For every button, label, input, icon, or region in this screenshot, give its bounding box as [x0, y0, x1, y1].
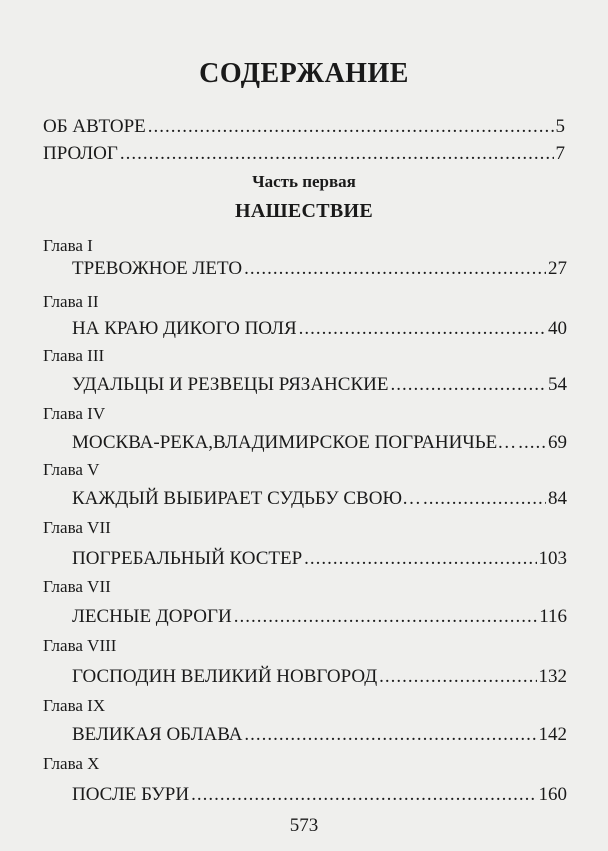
toc-entry-label: ОБ АВТОРЕ [43, 116, 146, 137]
chapter-heading: Глава II [43, 292, 99, 311]
toc-entry-chapter [72, 374, 567, 396]
dot-leader [120, 143, 554, 165]
chapter-heading: Глава III [43, 346, 105, 365]
dot-leader [191, 784, 536, 806]
toc-entry-label: НА КРАЮ ДИКОГО ПОЛЯ [72, 318, 297, 339]
toc-entry-label: КАЖДЫЙ ВЫБИРАЕТ СУДЬБУ СВОЮ… [72, 488, 421, 509]
dot-leader [299, 318, 546, 340]
toc-entry-page: 40 [548, 318, 567, 339]
toc-entry-chapter [72, 258, 567, 280]
chapter-heading: Глава IV [43, 404, 106, 423]
part-label: Часть первая [252, 172, 356, 191]
toc-entry-label: МОСКВА-РЕКА,ВЛАДИМИРСКОЕ ПОГРАНИЧЬЕ… [72, 432, 517, 453]
toc-entry-label: ПОГРЕБАЛЬНЫЙ КОСТЕР [72, 548, 303, 569]
toc-entry-page: 116 [539, 606, 567, 627]
toc-entry-chapter [72, 666, 567, 688]
chapter-heading: Глава VII [43, 518, 111, 537]
dot-leader [379, 666, 536, 688]
toc-entry-chapter [72, 488, 567, 510]
dot-leader [423, 488, 546, 510]
toc-entry-label: ПОСЛЕ БУРИ [72, 784, 190, 805]
dot-leader [244, 724, 536, 746]
dot-leader [390, 374, 546, 396]
toc-entry-chapter [72, 432, 567, 454]
toc-entry-chapter [72, 724, 567, 746]
toc-entry-page: 5 [555, 116, 565, 137]
toc-entry-chapter [72, 784, 567, 806]
toc-entry-label: ВЕЛИКАЯ ОБЛАВА [72, 724, 243, 745]
toc-entry-page: 160 [538, 784, 567, 805]
toc-entry-chapter [72, 318, 567, 340]
dot-leader [244, 258, 546, 280]
chapter-heading: Глава VII [43, 577, 111, 596]
chapter-heading: Глава IX [43, 696, 106, 715]
toc-entry-prologue [43, 143, 565, 165]
dot-leader [304, 548, 536, 570]
dot-leader [518, 432, 546, 454]
toc-entry-page: 132 [538, 666, 567, 687]
toc-entry-page: 27 [548, 258, 567, 279]
toc-entry-about-author [43, 116, 565, 138]
toc-entry-label: ЛЕСНЫЕ ДОРОГИ [72, 606, 232, 627]
page-number: 573 [289, 815, 319, 836]
chapter-heading: Глава X [43, 754, 100, 773]
toc-entry-label: ГОСПОДИН ВЕЛИКИЙ НОВГОРОД [72, 666, 378, 687]
toc-entry-page: 103 [538, 548, 567, 569]
toc-entry-chapter [72, 606, 567, 628]
chapter-heading: Глава I [43, 236, 93, 255]
dot-leader [148, 116, 554, 138]
page-title: СОДЕРЖАНИЕ [199, 58, 409, 89]
toc-entry-label: ПРОЛОГ [43, 143, 118, 164]
toc-entry-page: 142 [538, 724, 567, 745]
toc-entry-chapter [72, 548, 567, 570]
toc-entry-label: ТРЕВОЖНОЕ ЛЕТО [72, 258, 243, 279]
chapter-heading: Глава VIII [43, 636, 117, 655]
toc-entry-page: 54 [548, 374, 567, 395]
part-title: НАШЕСТВИЕ [234, 200, 374, 222]
toc-entry-page: 84 [548, 488, 567, 509]
toc-entry-page: 69 [548, 432, 567, 453]
toc-entry-page: 7 [555, 143, 565, 164]
chapter-heading: Глава V [43, 460, 100, 479]
dot-leader [234, 606, 537, 628]
toc-entry-label: УДАЛЬЦЫ И РЕЗВЕЦЫ РЯЗАНСКИЕ [72, 374, 389, 395]
